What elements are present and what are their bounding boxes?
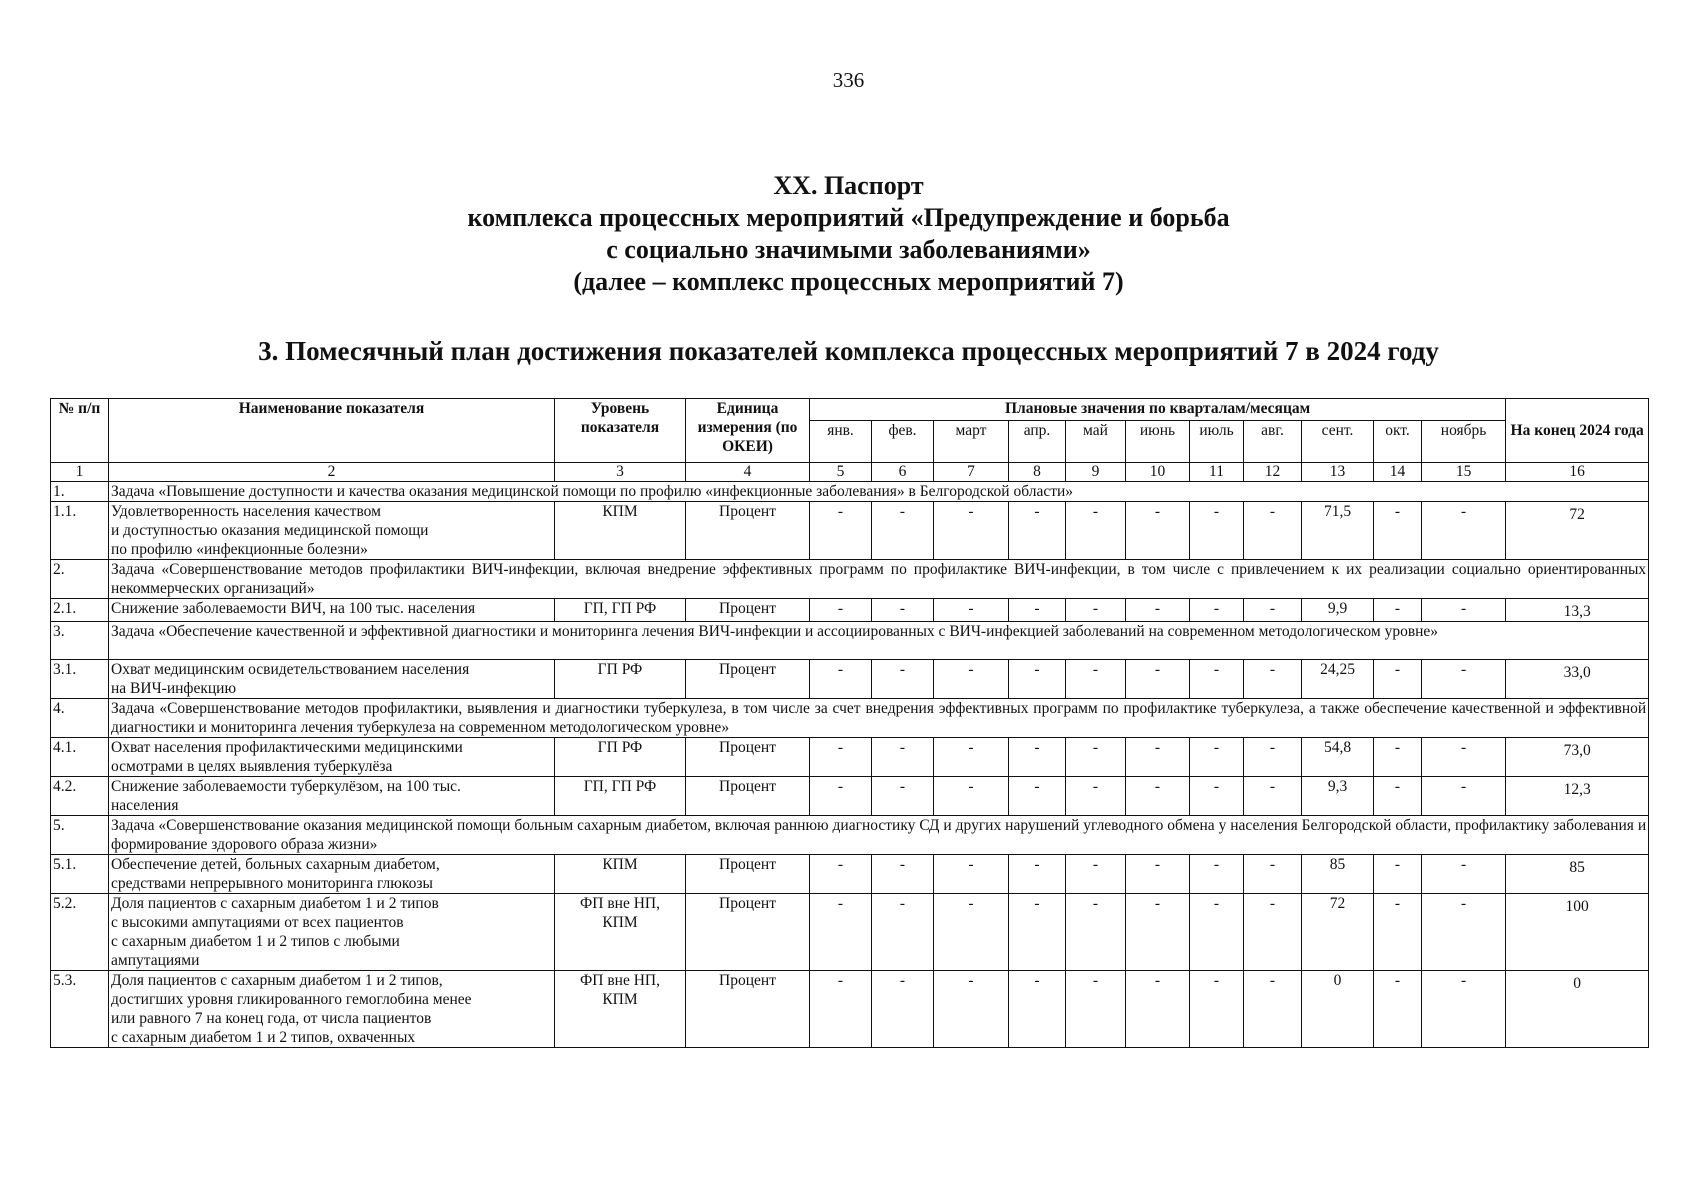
month-value: - bbox=[1066, 894, 1126, 971]
indicator-level: КПМ bbox=[555, 855, 686, 894]
indicator-name: Снижение заболеваемости ВИЧ, на 100 тыс. населения bbox=[109, 599, 555, 622]
task-text: Задача «Совершенствование методов профилактики, выявления и диагностики туберкулеза, в том числе за счет внедрения эффективных программ по профилактике туберкулеза, а также обеспечение качественной и эффективной диагностики и мониторинга лечения туберкулеза на современном методологическом уровне» bbox=[109, 699, 1649, 738]
month-value: - bbox=[1244, 894, 1302, 971]
month-value: - bbox=[934, 502, 1009, 560]
row-number: 3. bbox=[51, 622, 109, 660]
task-row bbox=[51, 816, 1649, 855]
column-number: 2 bbox=[109, 463, 555, 482]
title-line-4: (далее – комплекс процессных мероприятий 7) bbox=[573, 267, 1124, 296]
month-value: - bbox=[934, 971, 1009, 1048]
end-of-year-value: 13,3 bbox=[1506, 599, 1649, 622]
month-value: - bbox=[810, 777, 872, 816]
header-name: Наименование показателя bbox=[109, 399, 555, 463]
month-value: - bbox=[1066, 599, 1126, 622]
column-number: 8 bbox=[1009, 463, 1066, 482]
month-value: - bbox=[810, 738, 872, 777]
task-row bbox=[51, 699, 1649, 738]
indicator-row bbox=[51, 502, 1649, 560]
indicator-level: ГП, ГП РФ bbox=[555, 777, 686, 816]
month-value: - bbox=[1190, 599, 1244, 622]
indicator-plan-table bbox=[50, 398, 1649, 1048]
header-level: Уровень показателя bbox=[555, 399, 686, 463]
column-number: 14 bbox=[1374, 463, 1422, 482]
column-number: 1 bbox=[51, 463, 109, 482]
column-number: 6 bbox=[872, 463, 934, 482]
column-number: 9 bbox=[1066, 463, 1126, 482]
month-value: - bbox=[1126, 660, 1190, 699]
month-value: - bbox=[810, 971, 872, 1048]
indicator-level: ФП вне НП, КПМ bbox=[555, 971, 686, 1048]
indicator-row bbox=[51, 738, 1649, 777]
end-of-year-value: 12,3 bbox=[1506, 777, 1649, 816]
month-value: 72 bbox=[1302, 894, 1374, 971]
month-value: - bbox=[810, 599, 872, 622]
column-number: 3 bbox=[555, 463, 686, 482]
indicator-unit: Процент bbox=[686, 777, 810, 816]
indicator-unit: Процент bbox=[686, 855, 810, 894]
end-of-year-value: 72 bbox=[1506, 502, 1649, 560]
indicator-name: Снижение заболеваемости туберкулёзом, на 100 тыс. населения bbox=[109, 777, 555, 816]
month-value: - bbox=[1066, 855, 1126, 894]
row-number: 1.1. bbox=[51, 502, 109, 560]
month-value: 9,9 bbox=[1302, 599, 1374, 622]
row-number: 4.1. bbox=[51, 738, 109, 777]
month-value: - bbox=[934, 855, 1009, 894]
header-month: ноябрь bbox=[1422, 421, 1506, 463]
end-of-year-value: 73,0 bbox=[1506, 738, 1649, 777]
indicator-name: Доля пациентов с сахарным диабетом 1 и 2 типов с высокими ампутациями от всех пациентов с сахарным диабетом 1 и 2 типов с любыми ампутациями bbox=[109, 894, 555, 971]
month-value: - bbox=[1066, 502, 1126, 560]
month-value: - bbox=[1374, 502, 1422, 560]
month-value: - bbox=[934, 738, 1009, 777]
indicator-level: ГП РФ bbox=[555, 738, 686, 777]
month-value: - bbox=[1009, 502, 1066, 560]
header-row bbox=[51, 399, 1649, 421]
column-number: 12 bbox=[1244, 463, 1302, 482]
month-value: - bbox=[1244, 738, 1302, 777]
indicator-name: Удовлетворенность населения качеством и доступностью оказания медицинской помощи по профилю «инфекционные болезни» bbox=[109, 502, 555, 560]
column-number: 4 bbox=[686, 463, 810, 482]
end-of-year-value: 33,0 bbox=[1506, 660, 1649, 699]
month-value: - bbox=[1126, 599, 1190, 622]
month-value: - bbox=[934, 894, 1009, 971]
month-value: - bbox=[1422, 502, 1506, 560]
month-value: - bbox=[1244, 599, 1302, 622]
header-month: фев. bbox=[872, 421, 934, 463]
month-value: - bbox=[1422, 894, 1506, 971]
month-value: - bbox=[1422, 660, 1506, 699]
month-value: - bbox=[1422, 777, 1506, 816]
row-number: 4. bbox=[51, 699, 109, 738]
column-number: 10 bbox=[1126, 463, 1190, 482]
month-value: - bbox=[1190, 894, 1244, 971]
column-number: 11 bbox=[1190, 463, 1244, 482]
column-number: 13 bbox=[1302, 463, 1374, 482]
month-value: 24,25 bbox=[1302, 660, 1374, 699]
row-number: 2. bbox=[51, 560, 109, 599]
indicator-row bbox=[51, 777, 1649, 816]
row-number: 5. bbox=[51, 816, 109, 855]
month-value: - bbox=[1009, 738, 1066, 777]
row-number: 4.2. bbox=[51, 777, 109, 816]
month-value: - bbox=[1126, 971, 1190, 1048]
month-value: - bbox=[1066, 660, 1126, 699]
header-num: № п/п bbox=[51, 399, 109, 463]
header-month: май bbox=[1066, 421, 1126, 463]
section-title: 3. Помесячный план достижения показателей комплекса процессных мероприятий 7 в 2024 году bbox=[258, 336, 1439, 366]
month-value: 9,3 bbox=[1302, 777, 1374, 816]
month-value: - bbox=[1422, 855, 1506, 894]
header-month: авг. bbox=[1244, 421, 1302, 463]
header-month: янв. bbox=[810, 421, 872, 463]
task-row bbox=[51, 560, 1649, 599]
row-number: 5.1. bbox=[51, 855, 109, 894]
month-value: - bbox=[1374, 777, 1422, 816]
indicator-level: ГП, ГП РФ bbox=[555, 599, 686, 622]
indicator-name: Обеспечение детей, больных сахарным диабетом, средствами непрерывного мониторинга глюкозы bbox=[109, 855, 555, 894]
row-number: 3.1. bbox=[51, 660, 109, 699]
end-of-year-value: 85 bbox=[1506, 855, 1649, 894]
month-value: - bbox=[934, 660, 1009, 699]
end-of-year-value: 100 bbox=[1506, 894, 1649, 971]
row-number: 5.2. bbox=[51, 894, 109, 971]
header-unit: Единица измерения (по ОКЕИ) bbox=[686, 399, 810, 463]
month-value: - bbox=[934, 777, 1009, 816]
indicator-unit: Процент bbox=[686, 894, 810, 971]
column-number: 7 bbox=[934, 463, 1009, 482]
indicator-unit: Процент bbox=[686, 502, 810, 560]
header-month: июнь bbox=[1126, 421, 1190, 463]
document-title bbox=[0, 170, 1697, 298]
title-line-1: XX. Паспорт bbox=[773, 171, 924, 200]
month-value: - bbox=[872, 599, 934, 622]
month-value: - bbox=[1126, 502, 1190, 560]
task-text: Задача «Совершенствование оказания медицинской помощи больным сахарным диабетом, включая раннюю диагностику СД и других нарушений углеводного обмена у населения Белгородской области, профилактику заболевания и формирование здорового образа жизни» bbox=[109, 816, 1649, 855]
header-month: апр. bbox=[1009, 421, 1066, 463]
month-value: - bbox=[1126, 855, 1190, 894]
month-value: - bbox=[872, 777, 934, 816]
month-value: - bbox=[1374, 738, 1422, 777]
indicator-unit: Процент bbox=[686, 599, 810, 622]
indicator-row bbox=[51, 971, 1649, 1048]
header-month: окт. bbox=[1374, 421, 1422, 463]
month-value: - bbox=[810, 502, 872, 560]
month-value: 54,8 bbox=[1302, 738, 1374, 777]
month-value: - bbox=[1190, 502, 1244, 560]
month-value: - bbox=[934, 599, 1009, 622]
title-line-3: с социально значимыми заболеваниями» bbox=[606, 235, 1091, 264]
month-value: - bbox=[1126, 738, 1190, 777]
indicator-name: Доля пациентов с сахарным диабетом 1 и 2 типов, достигших уровня гликированного гемоглобина менее или равного 7 на конец года, от числа пациентов с сахарным диабетом 1 и 2 типов, охваченных bbox=[109, 971, 555, 1048]
month-value: - bbox=[810, 660, 872, 699]
month-value: - bbox=[810, 894, 872, 971]
month-value: - bbox=[1009, 855, 1066, 894]
page-number: 336 bbox=[832, 68, 865, 92]
month-value: 71,5 bbox=[1302, 502, 1374, 560]
month-value: - bbox=[872, 660, 934, 699]
row-number: 1. bbox=[51, 482, 109, 502]
task-row bbox=[51, 622, 1649, 660]
title-line-2: комплекса процессных мероприятий «Предупреждение и борьба bbox=[467, 203, 1230, 232]
month-value: - bbox=[1244, 971, 1302, 1048]
indicator-row bbox=[51, 894, 1649, 971]
indicator-row bbox=[51, 855, 1649, 894]
month-value: - bbox=[1374, 599, 1422, 622]
header-month: июль bbox=[1190, 421, 1244, 463]
month-value: - bbox=[1374, 660, 1422, 699]
month-value: 85 bbox=[1302, 855, 1374, 894]
indicator-row bbox=[51, 660, 1649, 699]
row-number: 5.3. bbox=[51, 971, 109, 1048]
month-value: - bbox=[1066, 738, 1126, 777]
task-text: Задача «Повышение доступности и качества оказания медицинской помощи по профилю «инфекционные заболевания» в Белгородской области» bbox=[109, 482, 1649, 502]
month-value: - bbox=[1374, 855, 1422, 894]
header-month: сент. bbox=[1302, 421, 1374, 463]
indicator-level: ФП вне НП, КПМ bbox=[555, 894, 686, 971]
month-value: - bbox=[1190, 855, 1244, 894]
header-end: На конец 2024 года bbox=[1506, 399, 1649, 463]
indicator-name: Охват медицинским освидетельствованием населения на ВИЧ-инфекцию bbox=[109, 660, 555, 699]
indicator-unit: Процент bbox=[686, 738, 810, 777]
row-number: 2.1. bbox=[51, 599, 109, 622]
month-value: - bbox=[872, 738, 934, 777]
month-value: - bbox=[1126, 894, 1190, 971]
end-of-year-value: 0 bbox=[1506, 971, 1649, 1048]
indicator-unit: Процент bbox=[686, 660, 810, 699]
month-value: - bbox=[1244, 660, 1302, 699]
month-value: - bbox=[1190, 660, 1244, 699]
month-value: - bbox=[1126, 777, 1190, 816]
indicator-level: ГП РФ bbox=[555, 660, 686, 699]
column-number: 16 bbox=[1506, 463, 1649, 482]
column-numbers-row bbox=[51, 463, 1649, 482]
month-value: - bbox=[872, 855, 934, 894]
header-plan: Плановые значения по кварталам/месяцам bbox=[810, 399, 1506, 421]
month-value: - bbox=[1190, 777, 1244, 816]
month-value: - bbox=[872, 502, 934, 560]
month-value: - bbox=[1244, 777, 1302, 816]
month-value: - bbox=[872, 894, 934, 971]
month-value: - bbox=[810, 855, 872, 894]
month-value: - bbox=[1374, 894, 1422, 971]
month-value: - bbox=[1009, 599, 1066, 622]
month-value: - bbox=[1422, 599, 1506, 622]
month-value: - bbox=[1009, 971, 1066, 1048]
indicator-name: Охват населения профилактическими медицинскими осмотрами в целях выявления туберкулёза bbox=[109, 738, 555, 777]
month-value: 0 bbox=[1302, 971, 1374, 1048]
month-value: - bbox=[1190, 738, 1244, 777]
task-text: Задача «Обеспечение качественной и эффективной диагностики и мониторинга лечения ВИЧ-инфекции и ассоциированных с ВИЧ-инфекцией заболеваний на современном методологическом уровне» bbox=[109, 622, 1649, 660]
month-value: - bbox=[1009, 660, 1066, 699]
month-value: - bbox=[872, 971, 934, 1048]
month-value: - bbox=[1066, 777, 1126, 816]
task-row bbox=[51, 482, 1649, 502]
month-value: - bbox=[1244, 855, 1302, 894]
header-month: март bbox=[934, 421, 1009, 463]
month-value: - bbox=[1190, 971, 1244, 1048]
column-number: 5 bbox=[810, 463, 872, 482]
indicator-level: КПМ bbox=[555, 502, 686, 560]
column-number: 15 bbox=[1422, 463, 1506, 482]
task-text: Задача «Совершенствование методов профилактики ВИЧ-инфекции, включая внедрение эффективных программ по профилактике ВИЧ-инфекции, в том числе с привлечением к их реализации социально ориентированных некоммерческих организаций» bbox=[109, 560, 1649, 599]
month-value: - bbox=[1374, 971, 1422, 1048]
indicator-row bbox=[51, 599, 1649, 622]
month-value: - bbox=[1422, 738, 1506, 777]
indicator-unit: Процент bbox=[686, 971, 810, 1048]
month-value: - bbox=[1009, 777, 1066, 816]
month-value: - bbox=[1066, 971, 1126, 1048]
month-value: - bbox=[1422, 971, 1506, 1048]
month-value: - bbox=[1244, 502, 1302, 560]
month-value: - bbox=[1009, 894, 1066, 971]
